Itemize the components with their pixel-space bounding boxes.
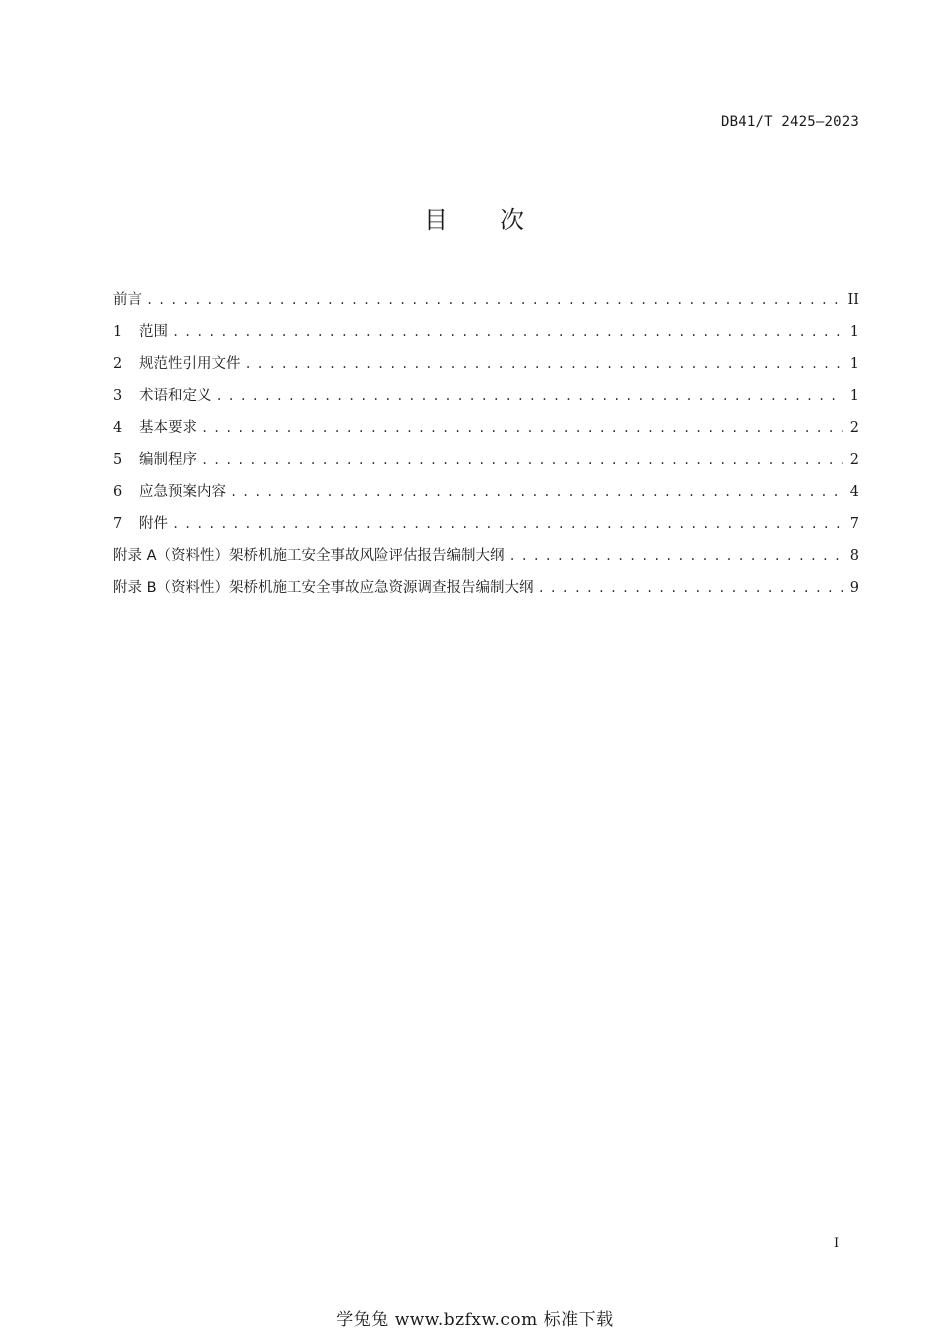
- toc-entry-label: 范围: [139, 324, 168, 340]
- toc-entry-normative-references[interactable]: [113, 352, 859, 384]
- footer-watermark-text: 学兔兔 www.bzfxw.com 标准下载: [336, 1310, 614, 1330]
- toc-entry-page: II: [847, 292, 859, 308]
- toc-entry-number: 1: [113, 324, 123, 340]
- toc-entry-number: 3: [113, 388, 123, 404]
- toc-entry-page: 8: [849, 548, 859, 564]
- toc-leader-dots: [245, 357, 844, 371]
- toc-entry-label: 基本要求: [139, 420, 197, 436]
- toc-leader-dots: [146, 293, 842, 307]
- toc-entry-number: 7: [113, 516, 123, 532]
- toc-leader-dots: [538, 581, 843, 595]
- toc-entry-page: 9: [849, 580, 859, 596]
- page-title-right: 次: [500, 206, 526, 234]
- toc-entry-label: 附录 A（资料性）架桥机施工安全事故风险评估报告编制大纲: [113, 548, 505, 564]
- toc-leader-dots: [172, 517, 843, 531]
- toc-entry-label: 应急预案内容: [139, 484, 226, 500]
- toc-entry-number: 4: [113, 420, 123, 436]
- toc-entry-appendix-a[interactable]: [113, 544, 859, 576]
- toc-entry-page: 1: [849, 324, 859, 340]
- toc-entry-basic-requirements[interactable]: [113, 416, 859, 448]
- toc-leader-dots: [216, 389, 844, 403]
- toc-entry-page: 4: [849, 484, 859, 500]
- toc-entry-label: 附录 B（资料性）架桥机施工安全事故应急资源调查报告编制大纲: [113, 580, 534, 596]
- toc-entry-page: 2: [849, 452, 859, 468]
- toc-entry-label: 规范性引用文件: [139, 356, 241, 372]
- toc-entry-number: 5: [113, 452, 123, 468]
- toc-leader-dots: [230, 485, 843, 499]
- toc-entry-page: 2: [849, 420, 859, 436]
- table-of-contents: [113, 288, 859, 608]
- toc-entry-foreword[interactable]: [113, 288, 859, 320]
- toc-entry-appendix-b[interactable]: [113, 576, 859, 608]
- toc-entry-label: 术语和定义: [139, 388, 212, 404]
- toc-leader-dots: [172, 325, 843, 339]
- toc-entry-page: 7: [849, 516, 859, 532]
- standard-code: DB41/T 2425—2023: [720, 114, 859, 130]
- toc-leader-dots: [201, 453, 843, 467]
- toc-entry-number: 2: [113, 356, 123, 372]
- toc-entry-label: 编制程序: [139, 452, 197, 468]
- toc-entry-label: 前言: [113, 292, 142, 308]
- page-title-left: 目: [424, 206, 450, 234]
- page-number: I: [834, 1236, 840, 1251]
- toc-entry-page: 1: [849, 356, 859, 372]
- toc-entry-terms-definitions[interactable]: [113, 384, 859, 416]
- page-title: [0, 200, 950, 235]
- toc-entry-page: 1: [849, 388, 859, 404]
- toc-entry-attachments[interactable]: [113, 512, 859, 544]
- toc-entry-label: 附件: [139, 516, 168, 532]
- toc-leader-dots: [201, 421, 843, 435]
- toc-entry-scope[interactable]: [113, 320, 859, 352]
- toc-leader-dots: [509, 549, 843, 563]
- toc-entry-number: 6: [113, 484, 123, 500]
- toc-entry-procedure[interactable]: [113, 448, 859, 480]
- toc-entry-plan-content[interactable]: [113, 480, 859, 512]
